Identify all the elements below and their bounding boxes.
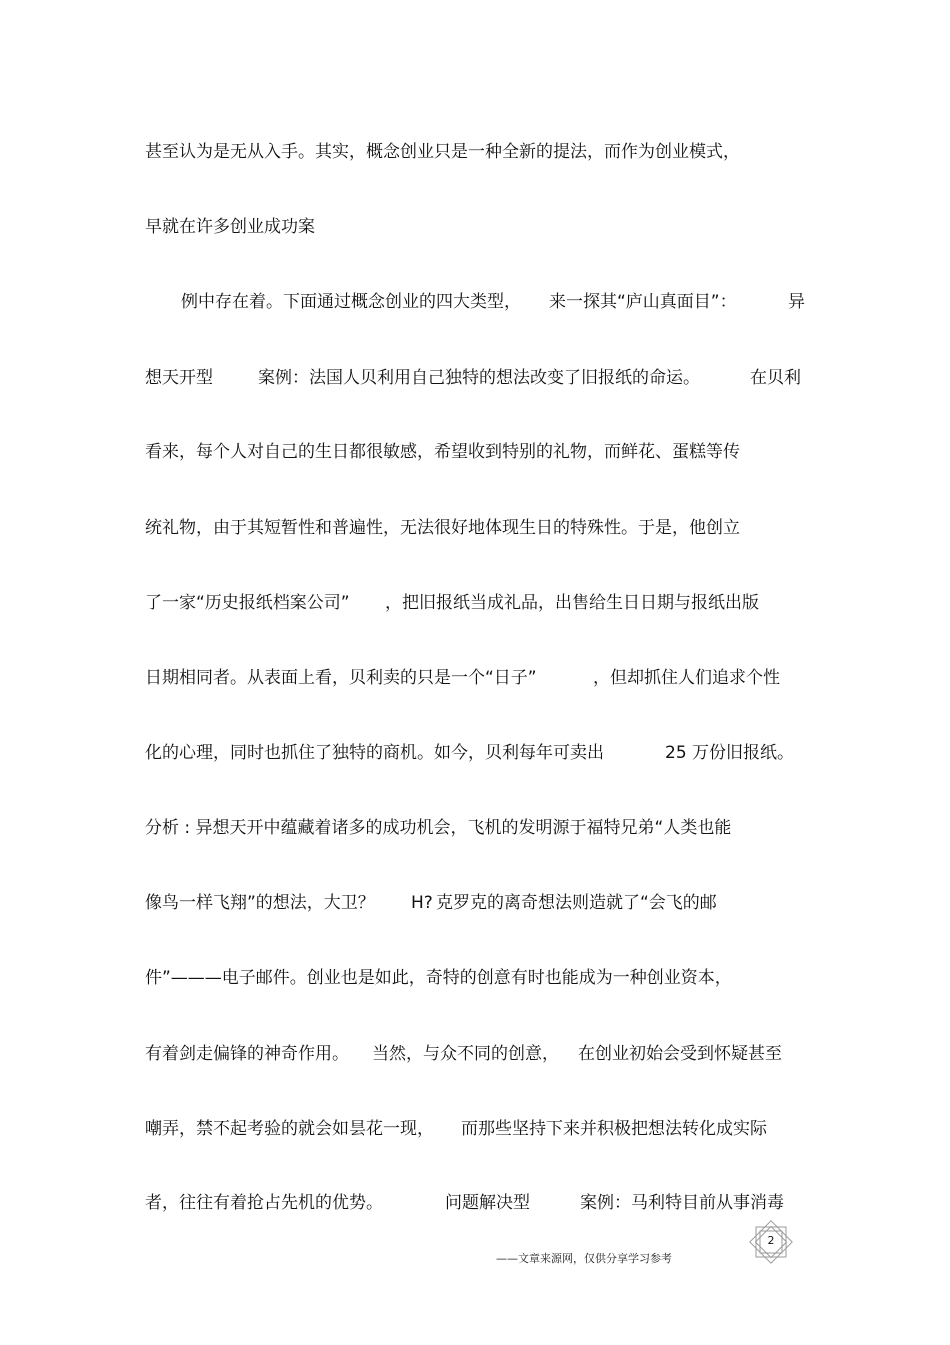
body-line: [0, 363, 950, 393]
text-segment: 问题解决型: [445, 1193, 530, 1213]
text-segment: 案例：马利特目前从事消毒: [580, 1193, 784, 1213]
text-segment: 在贝利: [750, 368, 801, 388]
text-segment: 有着剑走偏锋的神奇作用。: [145, 1044, 349, 1064]
text-segment: H?: [411, 893, 433, 913]
body-line: [0, 588, 950, 618]
body-line: [0, 212, 950, 242]
text-segment: ，但却抓住人们追求个性: [593, 668, 780, 688]
text-segment: 甚至认为是无从入手。其实，概念创业只是一种全新的提法，而作为创业模式，: [145, 142, 740, 162]
page-number-badge: [747, 1219, 795, 1265]
text-segment: 嘲弄，禁不起考验的就会如昙花一现，: [145, 1119, 434, 1139]
text-segment: 克罗克的离奇想法则造就了“会飞的邮: [436, 893, 717, 913]
text-segment: 案例：法国人贝利用自己独特的想法改变了旧报纸的命运。: [258, 368, 700, 388]
body-line: [0, 963, 950, 993]
text-segment: 像鸟一样飞翔”的想法，大卫？: [145, 893, 375, 913]
text-segment: 看来，每个人对自己的生日都很敏感，希望收到特别的礼物，而鲜花、蛋糕等传: [145, 442, 740, 462]
text-segment: 件”———电子邮件。创业也是如此，奇特的创意有时也能成为一种创业资本，: [145, 968, 732, 988]
text-segment: 当然，与众不同的创意，: [372, 1044, 559, 1064]
text-segment: 者，往往有着抢占先机的优势。: [145, 1193, 383, 1213]
body-line: [0, 888, 950, 918]
body-line: [0, 663, 950, 693]
text-segment: 异: [788, 292, 805, 312]
body-line: [0, 738, 950, 768]
text-segment: ，把旧报纸当成礼品，出售给生日日期与报纸出版: [385, 593, 759, 613]
text-segment: 分析 : 异想天开中蕴藏着诸多的成功机会，飞机的发明源于福特兄弟“人类也能: [145, 818, 732, 838]
text-segment: 来一探其“庐山真面目”：: [549, 292, 737, 312]
body-line: [0, 513, 950, 543]
text-segment: 而那些坚持下来并积极把想法转化成实际: [461, 1119, 767, 1139]
text-segment: 想天开型: [145, 368, 213, 388]
body-line: [0, 813, 950, 843]
body-line: [0, 1188, 950, 1218]
text-segment: 化的心理，同时也抓住了独特的商机。如今，贝利每年可卖出: [145, 743, 604, 763]
footer-source-note: ——文章来源网，仅供分享学习参考: [496, 1252, 672, 1265]
body-line: [0, 287, 950, 317]
text-segment: 早就在许多创业成功案: [145, 217, 315, 237]
text-segment: 例中存在着。下面通过概念创业的四大类型，: [181, 292, 521, 312]
page-number: 2: [767, 1234, 775, 1247]
text-segment: 25 万份旧报纸。: [665, 743, 795, 763]
body-line: [0, 1039, 950, 1069]
body-line: [0, 437, 950, 467]
body-line: [0, 137, 950, 167]
text-segment: 了一家“历史报纸档案公司”: [145, 593, 350, 613]
body-line: [0, 1114, 950, 1144]
text-segment: 在创业初始会受到怀疑甚至: [578, 1044, 782, 1064]
text-segment: 日期相同者。从表面上看，贝利卖的只是一个“日子”: [145, 668, 537, 688]
text-segment: 统礼物，由于其短暂性和普遍性，无法很好地体现生日的特殊性。于是，他创立: [145, 518, 740, 538]
